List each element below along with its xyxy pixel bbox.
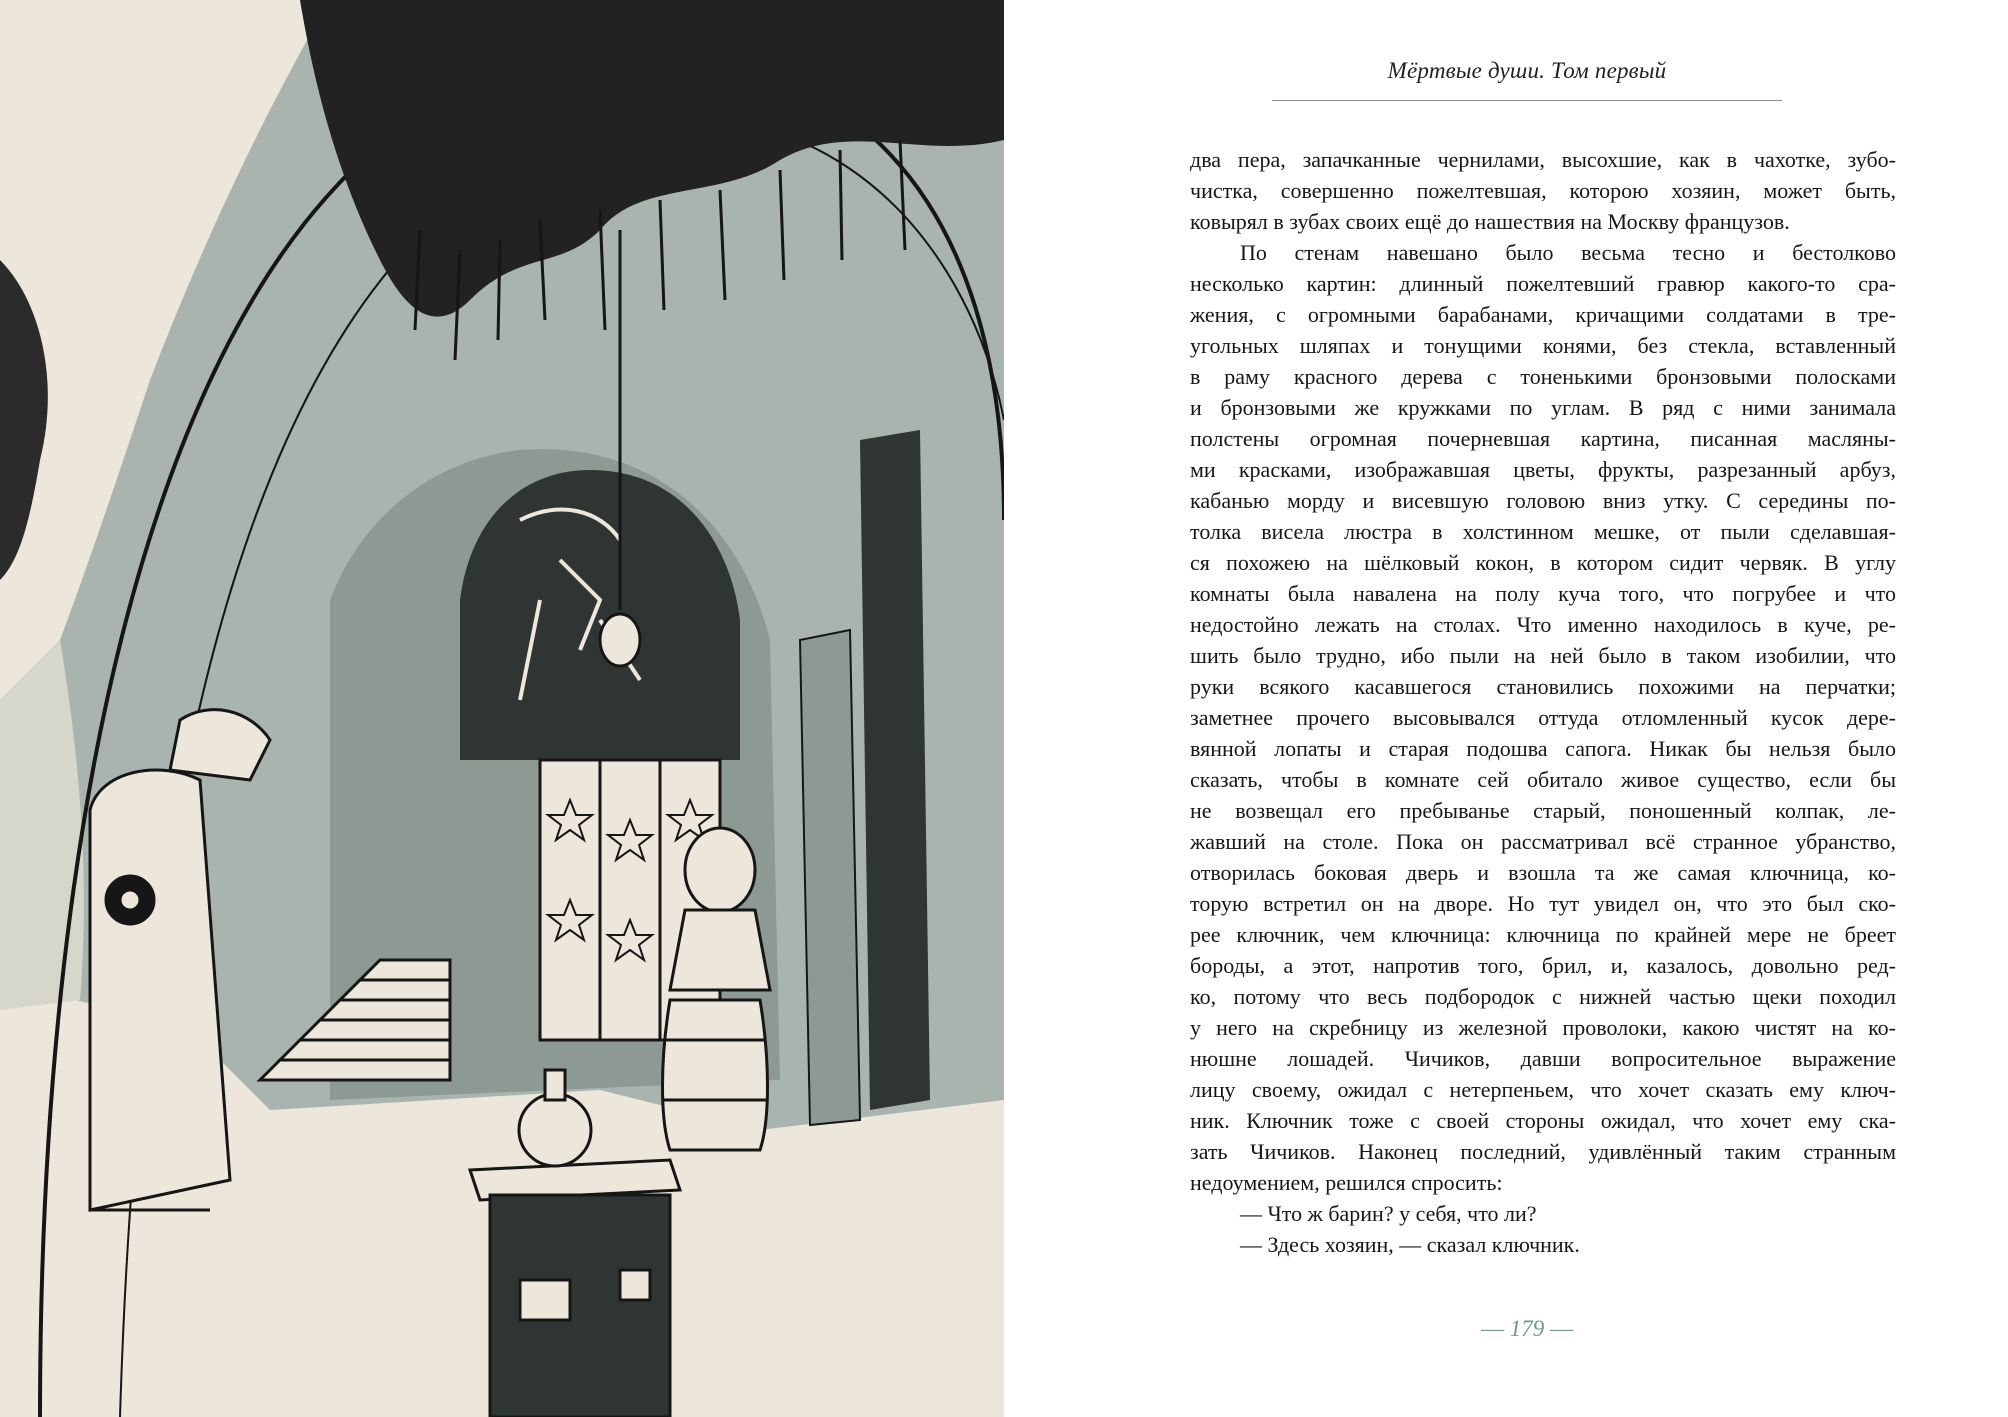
text-line: в раму красного дерева с тоненькими бронзовыми полосками [1190, 364, 1896, 389]
text-line: кабанью морду и висевшую головою вниз утку. С середины по- [1190, 488, 1896, 513]
text-line: несколько картин: длинный пожелтевший гравюр какого-то сра- [1190, 271, 1896, 296]
text-line: ми красками, изображавшая цветы, фрукты, разрезанный арбуз, [1190, 457, 1896, 482]
text-line: у него на скребницу из железной проволоки, какою чистят на ко- [1190, 1015, 1896, 1040]
folio-dash-right: — [1550, 1316, 1573, 1341]
text-line: рее ключник, чем ключница: ключница по крайней мере не бреет [1190, 922, 1896, 947]
text-line: — Здесь хозяин, — сказал ключник. [1240, 1232, 1580, 1257]
text-line: вянной лопаты и старая подошва сапога. Никак бы нельзя было [1190, 736, 1896, 761]
text-line: комнаты была навалена на полу куча того, что погрубее и что [1190, 581, 1896, 606]
text-line: бороды, а этот, напротив того, брил, и, казалось, довольно ред- [1190, 953, 1896, 978]
text-line: недостойно лежать на столах. Что именно находилось в куче, ре- [1190, 612, 1896, 637]
text-line: руки всякого касавшегося становились похожими на перчатки; [1190, 674, 1896, 699]
folio-dash-left: — [1481, 1316, 1504, 1341]
body-text [1190, 144, 1896, 1260]
text-line: ковырял в зубах своих ещё до нашествия на Москву французов. [1190, 209, 1790, 234]
running-head-rule [1272, 100, 1782, 101]
text-line: недоумением, решился спросить: [1190, 1170, 1503, 1195]
text-line: ся похожею на шёлковый кокон, в котором сидит червяк. В углу [1190, 550, 1896, 575]
text-line: торую встретил он на дворе. Но тут увидел он, что это был ско- [1190, 891, 1896, 916]
text-line: — Что ж барин? у себя, что ли? [1240, 1201, 1537, 1226]
text-line: По стенам навешано было весьма тесно и бестолково [1240, 240, 1896, 265]
text-line: жения, с огромными барабанами, кричащими солдатами в тре- [1190, 302, 1896, 327]
text-line: заметнее прочего высовывался оттуда отломленный кусок дере- [1190, 705, 1896, 730]
running-head: Мёртвые души. Том первый [1387, 58, 1667, 83]
text-line: ник. Ключник тоже с своей стороны ожидал, что хочет ему ска- [1190, 1108, 1896, 1133]
text-line: угольных шляпах и тонущими конями, без стекла, вставленный [1190, 333, 1896, 358]
text-line: и бронзовыми же кружками по углам. В ряд с ними занимала [1190, 395, 1896, 420]
text-line: зать Чичиков. Наконец последний, удивлённый таким странным [1190, 1139, 1896, 1164]
text-line: полстены огромная почерневшая картина, писанная масляны- [1190, 426, 1896, 451]
text-line: жавший на столе. Пока он рассматривал всё странное убранство, [1190, 829, 1896, 854]
page-number [1272, 1316, 1782, 1342]
text-line: не возвещал его пребыванье старый, поношенный колпак, ле- [1190, 798, 1896, 823]
text-line: толка висела люстра в холстинном мешке, от пыли сделавшая- [1190, 519, 1896, 544]
page-number-value: 179 [1509, 1316, 1545, 1341]
text-page [1004, 0, 2008, 1417]
text-line: лицу своему, ожидал с нетерпеньем, что хочет сказать ему ключ- [1190, 1077, 1896, 1102]
text-line: сказать, чтобы в комнате сей обитало живое существо, если бы [1190, 767, 1896, 792]
text-line: два пера, запачканные чернилами, высохшие, как в чахотке, зубо- [1190, 147, 1896, 172]
text-line: нюшне лошадей. Чичиков, давши вопросительное выражение [1190, 1046, 1896, 1071]
text-line: ко, потому что весь подбородок с нижней частью щеки походил [1190, 984, 1896, 1009]
text-line: чистка, совершенно пожелтевшая, которою хозяин, может быть, [1190, 178, 1896, 203]
text-line: шить было трудно, ибо пыли на ней было в таком изобилии, что [1190, 643, 1896, 668]
text-line: отворилась боковая дверь и взошла та же самая ключница, ко- [1190, 860, 1896, 885]
